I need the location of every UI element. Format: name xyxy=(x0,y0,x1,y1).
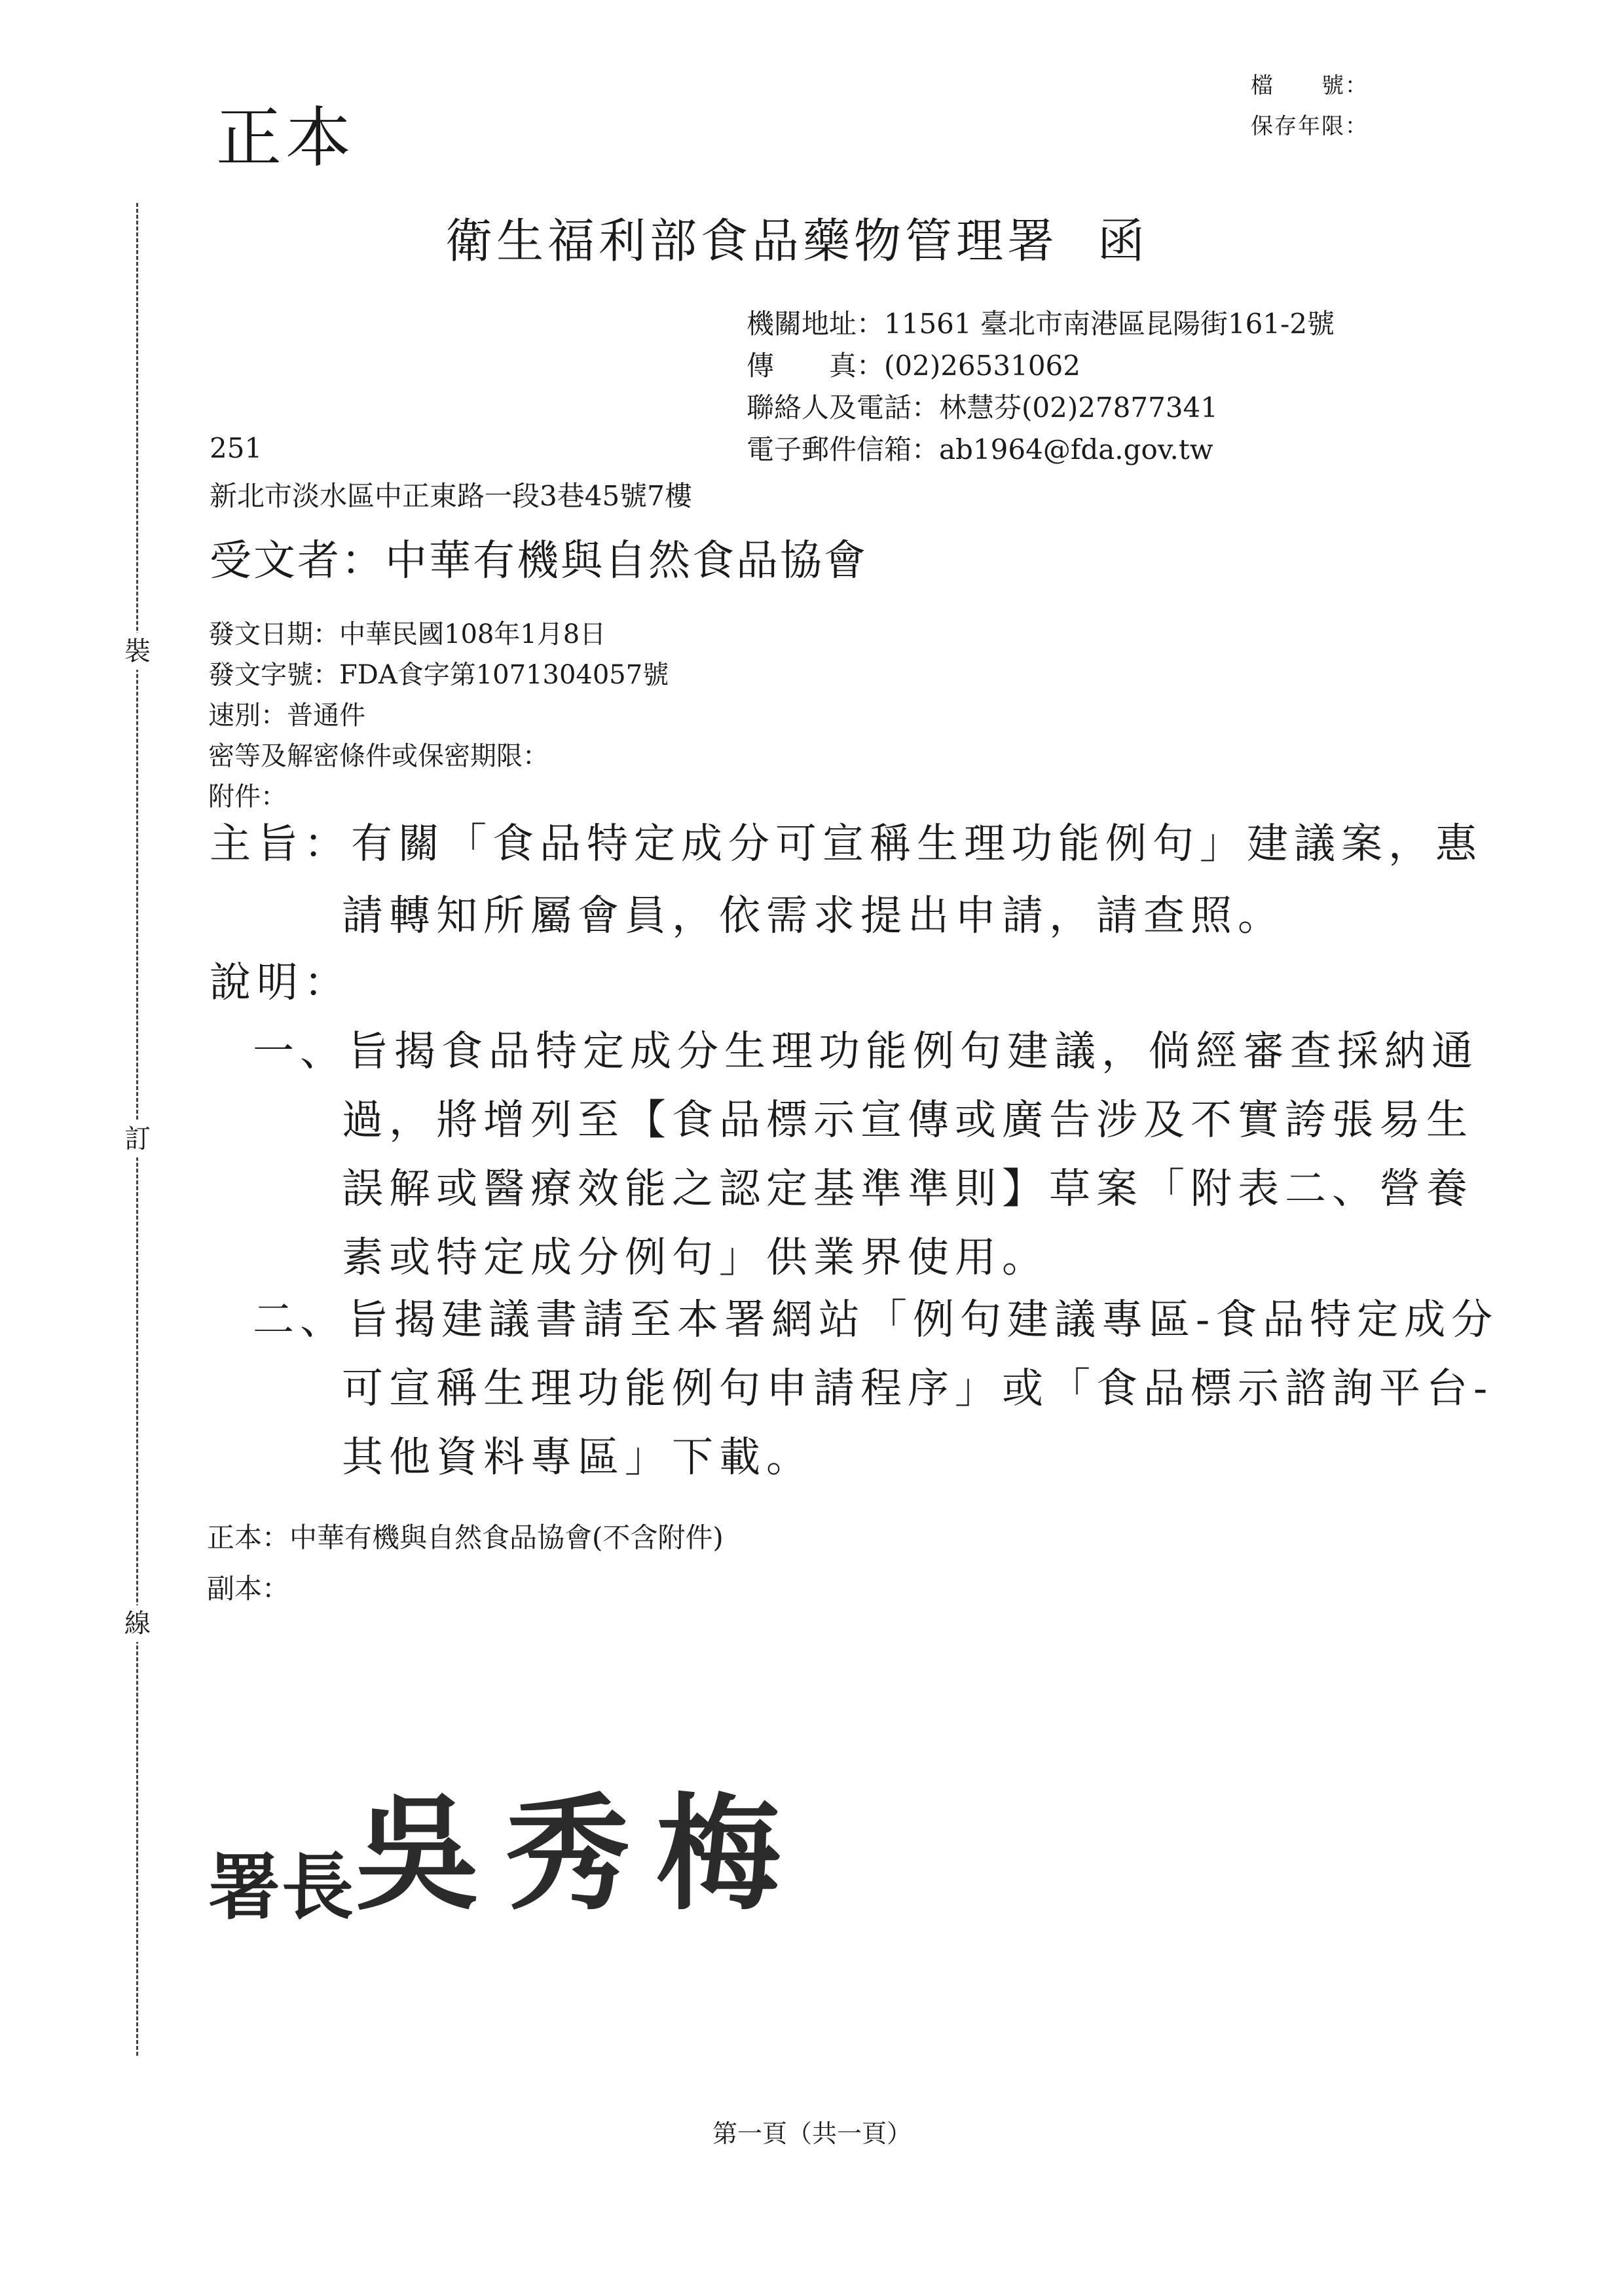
contact-person-phone: 聯絡人及電話：林慧芬(02)27877341 xyxy=(747,392,1218,424)
explanation-item-2-line-3: 其他資料專區」下載。 xyxy=(342,1433,813,1481)
explanation-item-2-line-2: 可宣稱生理功能例句申請程序」或「食品標示諮詢平台- xyxy=(342,1364,1494,1412)
file-info xyxy=(1251,65,1369,147)
signature-title: 署長 xyxy=(208,1845,355,1929)
explanation-label: 說明： xyxy=(210,958,351,1006)
copy-mark: 正本 xyxy=(216,100,355,176)
secrecy-level: 密等及解密條件或保密期限： xyxy=(208,741,549,771)
subject-line-2: 請轉知所屬會員，依需求提出申請，請查照。 xyxy=(342,892,1285,939)
signature-name: 吳秀梅 xyxy=(355,1781,807,1927)
document-title xyxy=(445,203,1149,271)
subject-line-1: 主旨：有關「食品特定成分可宣稱生理功能例句」建議案，惠 xyxy=(210,820,1483,867)
explanation-item-1-line-2: 過，將增列至【食品標示宣傳或廣告涉及不實誇張易生 xyxy=(342,1096,1473,1144)
document-number: 發文字號：FDA食字第1071304057號 xyxy=(208,660,669,690)
binding-mark-staple: 訂 xyxy=(122,1121,153,1157)
original-copy-recipient: 正本：中華有機與自然食品協會(不含附件) xyxy=(207,1522,724,1554)
attachment: 附件： xyxy=(208,782,287,812)
retention-period-label: 保存年限： xyxy=(1251,113,1369,139)
document-meta xyxy=(208,614,669,817)
recipient-address: 新北市淡水區中正東路一段3巷45號7樓 xyxy=(210,480,692,512)
explanation-item-1-line-1: 一、旨揭食品特定成分生理功能例句建議，倘經審查採納通 xyxy=(253,1027,1479,1075)
contact-email: 電子郵件信箱：ab1964@fda.gov.tw xyxy=(747,433,1213,465)
explanation-item-1-line-4: 素或特定成分例句」供業界使用。 xyxy=(342,1233,1049,1281)
file-number-label: 檔 號： xyxy=(1251,73,1369,99)
explanation-item-2-line-1: 二、旨揭建議書請至本署網站「例句建議專區-食品特定成分 xyxy=(253,1296,1499,1343)
agency-contact xyxy=(747,303,1335,471)
duplicate-copy-recipient: 副本： xyxy=(207,1573,290,1605)
agency-address: 機關地址：11561 臺北市南港區昆陽街161-2號 xyxy=(747,308,1335,340)
binding-mark-line: 線 xyxy=(122,1605,153,1642)
document-type: 函 xyxy=(1098,213,1149,268)
binding-mark-bind: 裝 xyxy=(122,633,153,670)
page-number: 第一頁（共一頁） xyxy=(712,2119,912,2148)
agency-name: 衛生福利部食品藥物管理署 xyxy=(445,213,1059,268)
delivery-speed: 速別：普通件 xyxy=(208,701,365,731)
issue-date: 發文日期：中華民國108年1月8日 xyxy=(208,619,606,649)
copies-distribution xyxy=(207,1512,724,1614)
signature-block xyxy=(208,1755,807,1933)
agency-fax: 傳 真：(02)26531062 xyxy=(747,350,1080,382)
explanation-item-1-line-3: 誤解或醫療效能之認定基準準則】草案「附表二、營養 xyxy=(342,1165,1473,1212)
recipient: 受文者：中華有機與自然食品協會 xyxy=(210,537,868,585)
recipient-postcode: 251 xyxy=(210,432,263,464)
